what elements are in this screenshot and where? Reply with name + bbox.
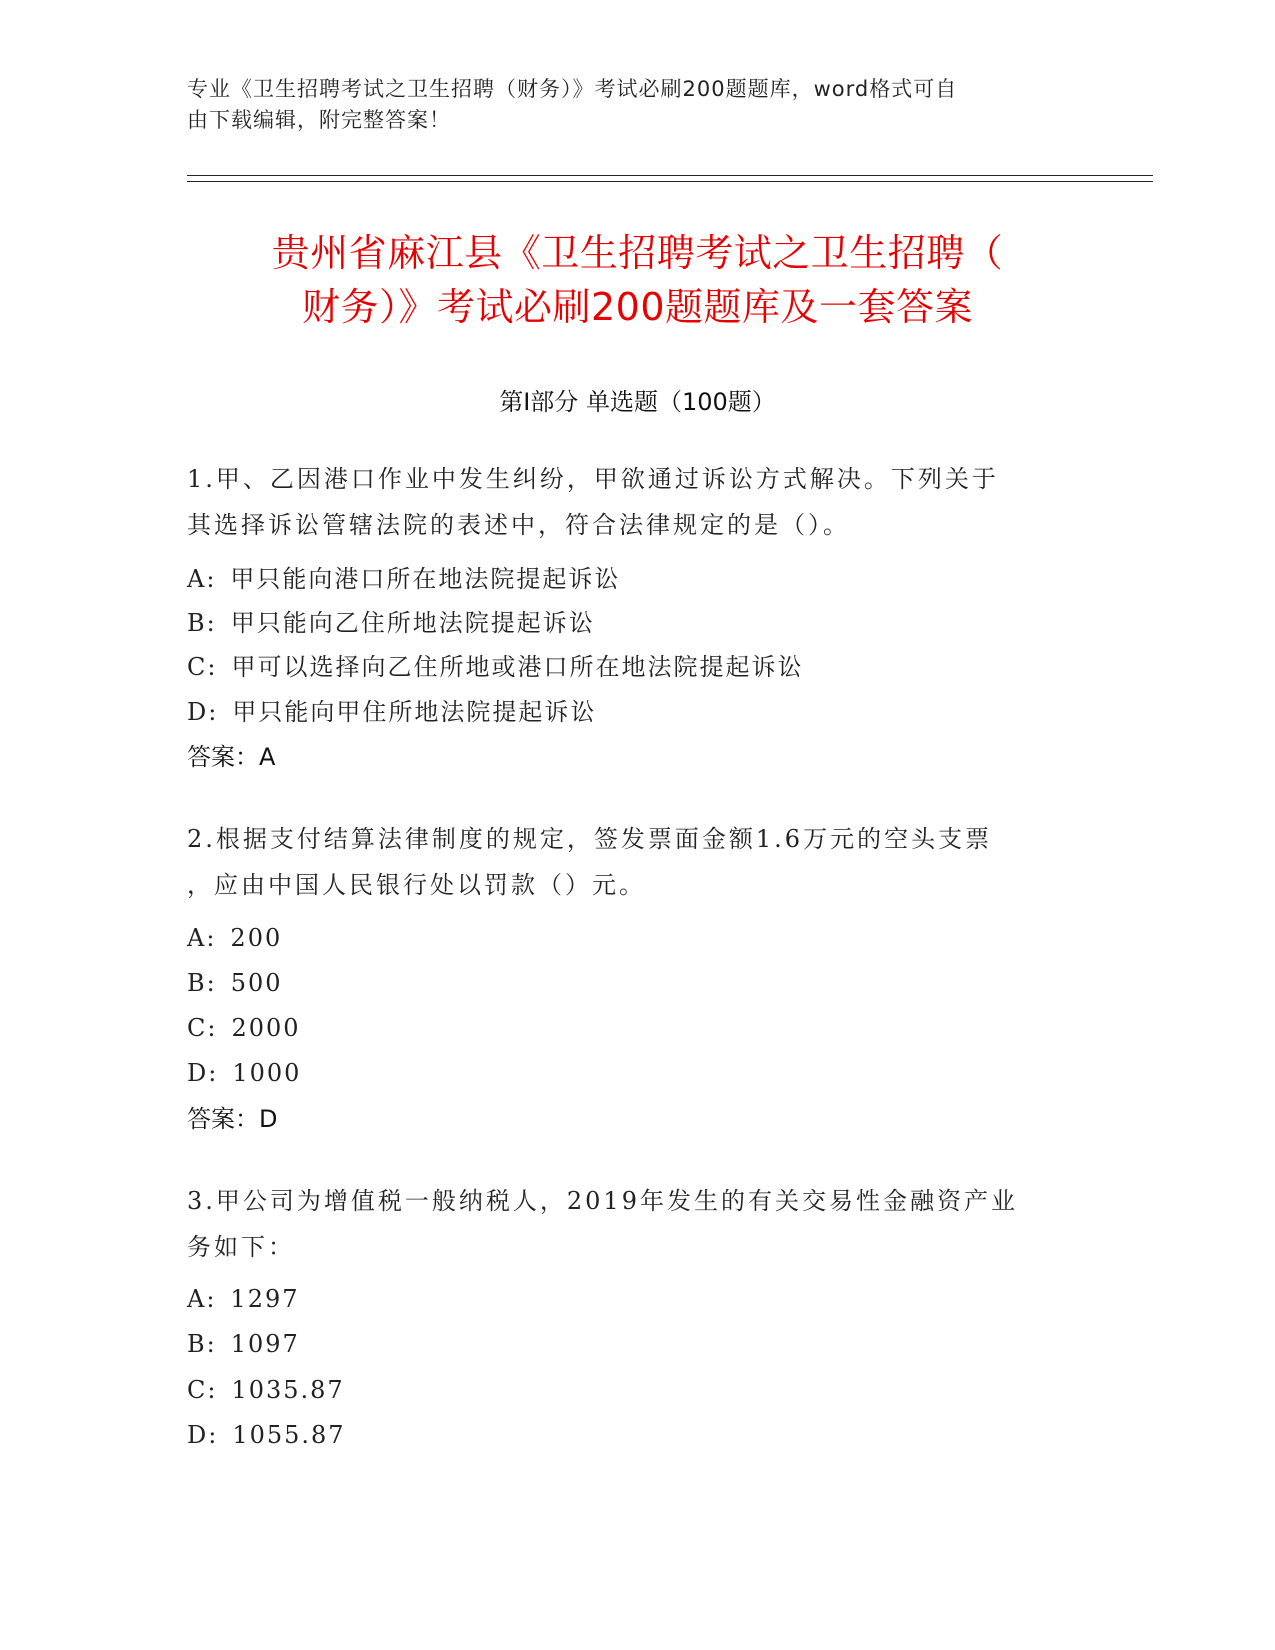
question-1-answer: 答案：A [187, 743, 276, 771]
header-note-line-1: 专业《卫生招聘考试之卫生招聘（财务）》考试必刷200题题库，word格式可自 [187, 77, 958, 101]
question-3-stem [187, 1178, 1077, 1270]
question-2-option-a [187, 922, 1087, 954]
question-2-option-d [187, 1057, 1087, 1089]
question-1-stem-line-2: 其选择诉讼管辖法院的表述中，符合法律规定的是（）。 [187, 511, 850, 539]
option-letter: A: [187, 924, 217, 952]
option-letter: A: [187, 1285, 217, 1313]
header-divider-bottom [187, 181, 1153, 182]
option-letter: B: [187, 1330, 217, 1358]
question-3-option-b [187, 1328, 1087, 1360]
option-text: 甲只能向乙住所地法院提起诉讼 [230, 609, 595, 637]
option-text: 甲可以选择向乙住所地或港口所在地法院提起诉讼 [231, 653, 804, 681]
option-letter: D: [187, 1421, 219, 1449]
question-1-option-a [187, 563, 1087, 595]
option-letter: C: [187, 1376, 218, 1404]
header-divider-top [187, 175, 1153, 176]
question-1-option-c [187, 651, 1087, 683]
option-text: 500 [230, 969, 283, 997]
question-1-option-d [187, 696, 1087, 728]
option-text: 1097 [230, 1330, 300, 1358]
question-3-option-c [187, 1374, 1087, 1406]
option-letter: C: [187, 653, 218, 681]
question-2-stem-line-2: ，应由中国人民银行处以罚款（）元。 [187, 871, 646, 899]
question-2-stem [187, 816, 1077, 908]
question-3-stem-line-1: 3.甲公司为增值税一般纳税人，2019年发生的有关交易性金融资产业 [187, 1187, 1018, 1215]
question-1-stem [187, 456, 1077, 548]
option-text: 1035.87 [231, 1376, 345, 1404]
question-2-answer: 答案：D [187, 1105, 278, 1133]
question-2-stem-line-1: 2.根据支付结算法律制度的规定，签发票面金额1.6万元的空头支票 [187, 825, 993, 853]
option-text: 2000 [231, 1014, 301, 1042]
question-1-stem-line-1: 1.甲、乙因港口作业中发生纠纷，甲欲通过诉讼方式解决。下列关于 [187, 465, 999, 493]
option-letter: C: [187, 1014, 218, 1042]
option-letter: D: [187, 1059, 219, 1087]
option-letter: A: [187, 565, 217, 593]
option-letter: B: [187, 969, 217, 997]
document-title-line-2: 财务）》考试必刷200题题库及一套答案 [301, 285, 974, 329]
option-text: 200 [230, 924, 283, 952]
question-3-stem-line-2: 务如下： [187, 1233, 295, 1261]
option-letter: B: [187, 609, 217, 637]
document-title [150, 226, 1125, 334]
header-note-line-2: 由下载编辑，附完整答案！ [187, 108, 451, 132]
option-text: 1297 [230, 1285, 300, 1313]
option-letter: D: [187, 698, 219, 726]
question-3-option-a [187, 1283, 1087, 1315]
option-text: 甲只能向甲住所地法院提起诉讼 [232, 698, 597, 726]
option-text: 1055.87 [232, 1421, 346, 1449]
option-text: 甲只能向港口所在地法院提起诉讼 [230, 565, 621, 593]
question-3-option-d [187, 1419, 1087, 1451]
question-1-option-b [187, 607, 1087, 639]
document-title-line-1: 贵州省麻江县《卫生招聘考试之卫生招聘（ [271, 231, 1004, 275]
section-title: 第Ⅰ部分 单选题（100题） [499, 388, 776, 416]
option-text: 1000 [232, 1059, 302, 1087]
question-2-option-b [187, 967, 1087, 999]
question-2-option-c [187, 1012, 1087, 1044]
header-note [187, 74, 1067, 136]
